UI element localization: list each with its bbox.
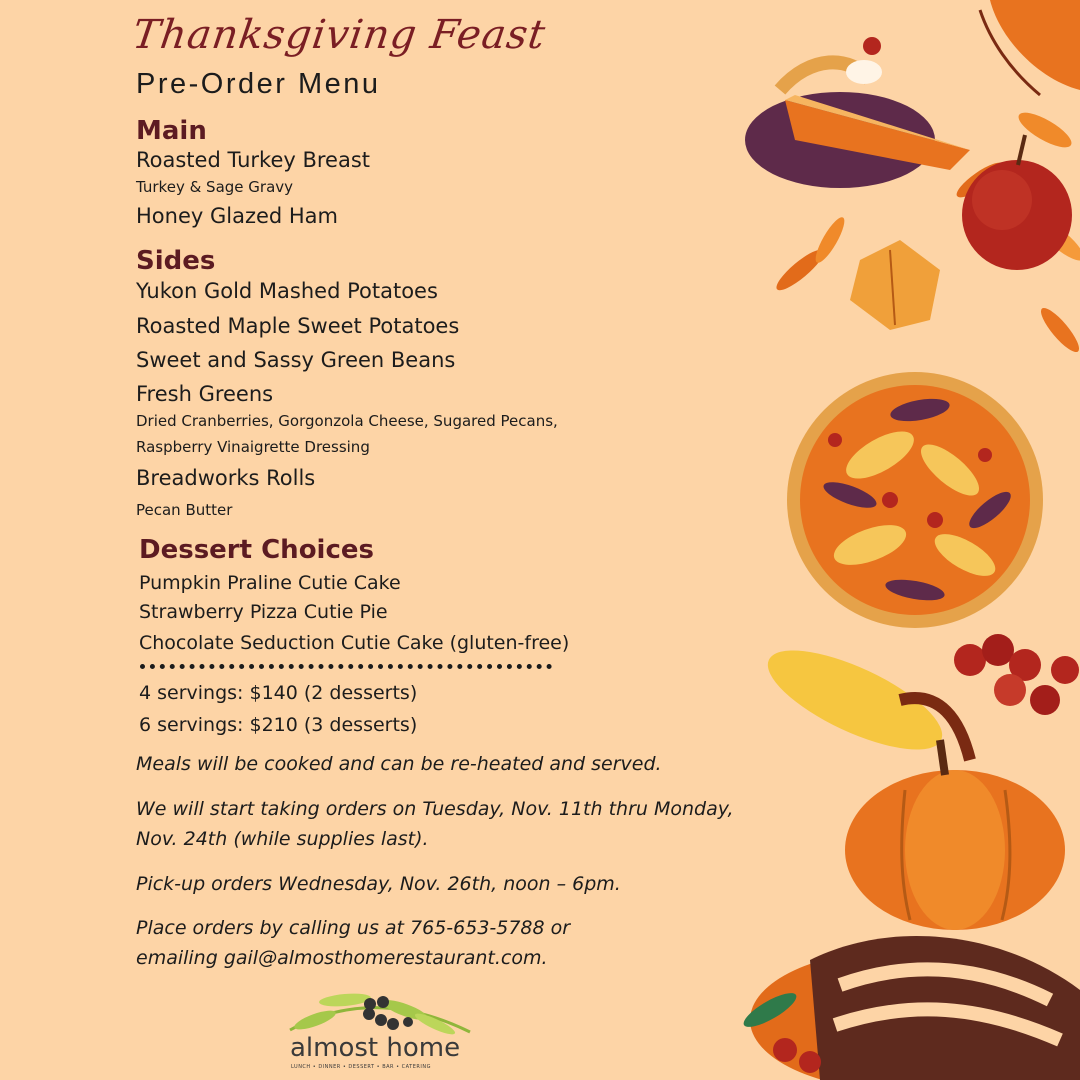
price-line: 6 servings: $210 (3 desserts) [139, 714, 418, 736]
section-heading-sides: Sides [136, 246, 216, 276]
price-line: 4 servings: $140 (2 desserts) [139, 682, 418, 704]
dessert-item: Chocolate Seduction Cutie Cake (gluten-free) [139, 632, 570, 654]
menu-item: Roasted Maple Sweet Potatoes [136, 314, 460, 338]
menu-item: Yukon Gold Mashed Potatoes [136, 279, 438, 303]
menu-item: Breadworks Rolls [136, 466, 316, 490]
info-text: Meals will be cooked and can be re-heated and served. [136, 753, 662, 775]
pear-tart-icon [787, 372, 1043, 628]
menu-item: Honey Glazed Ham [136, 204, 339, 228]
menu-item: Fresh Greens [136, 382, 274, 406]
section-heading-main: Main [136, 116, 207, 146]
logo-tagline: LUNCH • DINNER • DESSERT • BAR • CATERING [291, 1064, 431, 1070]
menu-item-note: Pecan Butter [136, 501, 233, 519]
info-text: Nov. 24th (while supplies last). [136, 828, 429, 850]
dessert-item: Strawberry Pizza Cutie Pie [139, 601, 388, 623]
apple-icon [962, 135, 1072, 270]
dessert-item: Pumpkin Praline Cutie Cake [139, 572, 401, 594]
menu-item-note: Dried Cranberries, Gorgonzola Cheese, Sugared Pecans, [136, 412, 558, 430]
menu-item: Roasted Turkey Breast [136, 148, 371, 172]
info-text: emailing gail@almosthomerestaurant.com. [136, 947, 548, 969]
section-heading-desserts: Dessert Choices [139, 535, 374, 565]
cornucopia-icon [740, 936, 1080, 1080]
logo-wordmark: almost home [290, 1033, 461, 1063]
menu-item: Sweet and Sassy Green Beans [136, 348, 456, 372]
cranberries-icon [954, 634, 1079, 715]
harvest-artwork [740, 0, 1080, 1080]
dotted-divider [140, 664, 552, 669]
info-text: We will start taking orders on Tuesday, Nov. 11th thru Monday, [136, 798, 734, 820]
info-text: Pick-up orders Wednesday, Nov. 26th, noon – 6pm. [136, 873, 621, 895]
page-subtitle: Pre-Order Menu [136, 68, 381, 100]
pumpkin-icon [845, 740, 1065, 930]
info-text: Place orders by calling us at 765-653-5788 or [136, 917, 571, 939]
pumpkin-pie-slice-icon [745, 37, 970, 188]
page-script-title: Thanksgiving Feast [129, 12, 549, 58]
menu-item-note: Turkey & Sage Gravy [136, 178, 294, 196]
menu-item-note: Raspberry Vinaigrette Dressing [136, 438, 370, 456]
